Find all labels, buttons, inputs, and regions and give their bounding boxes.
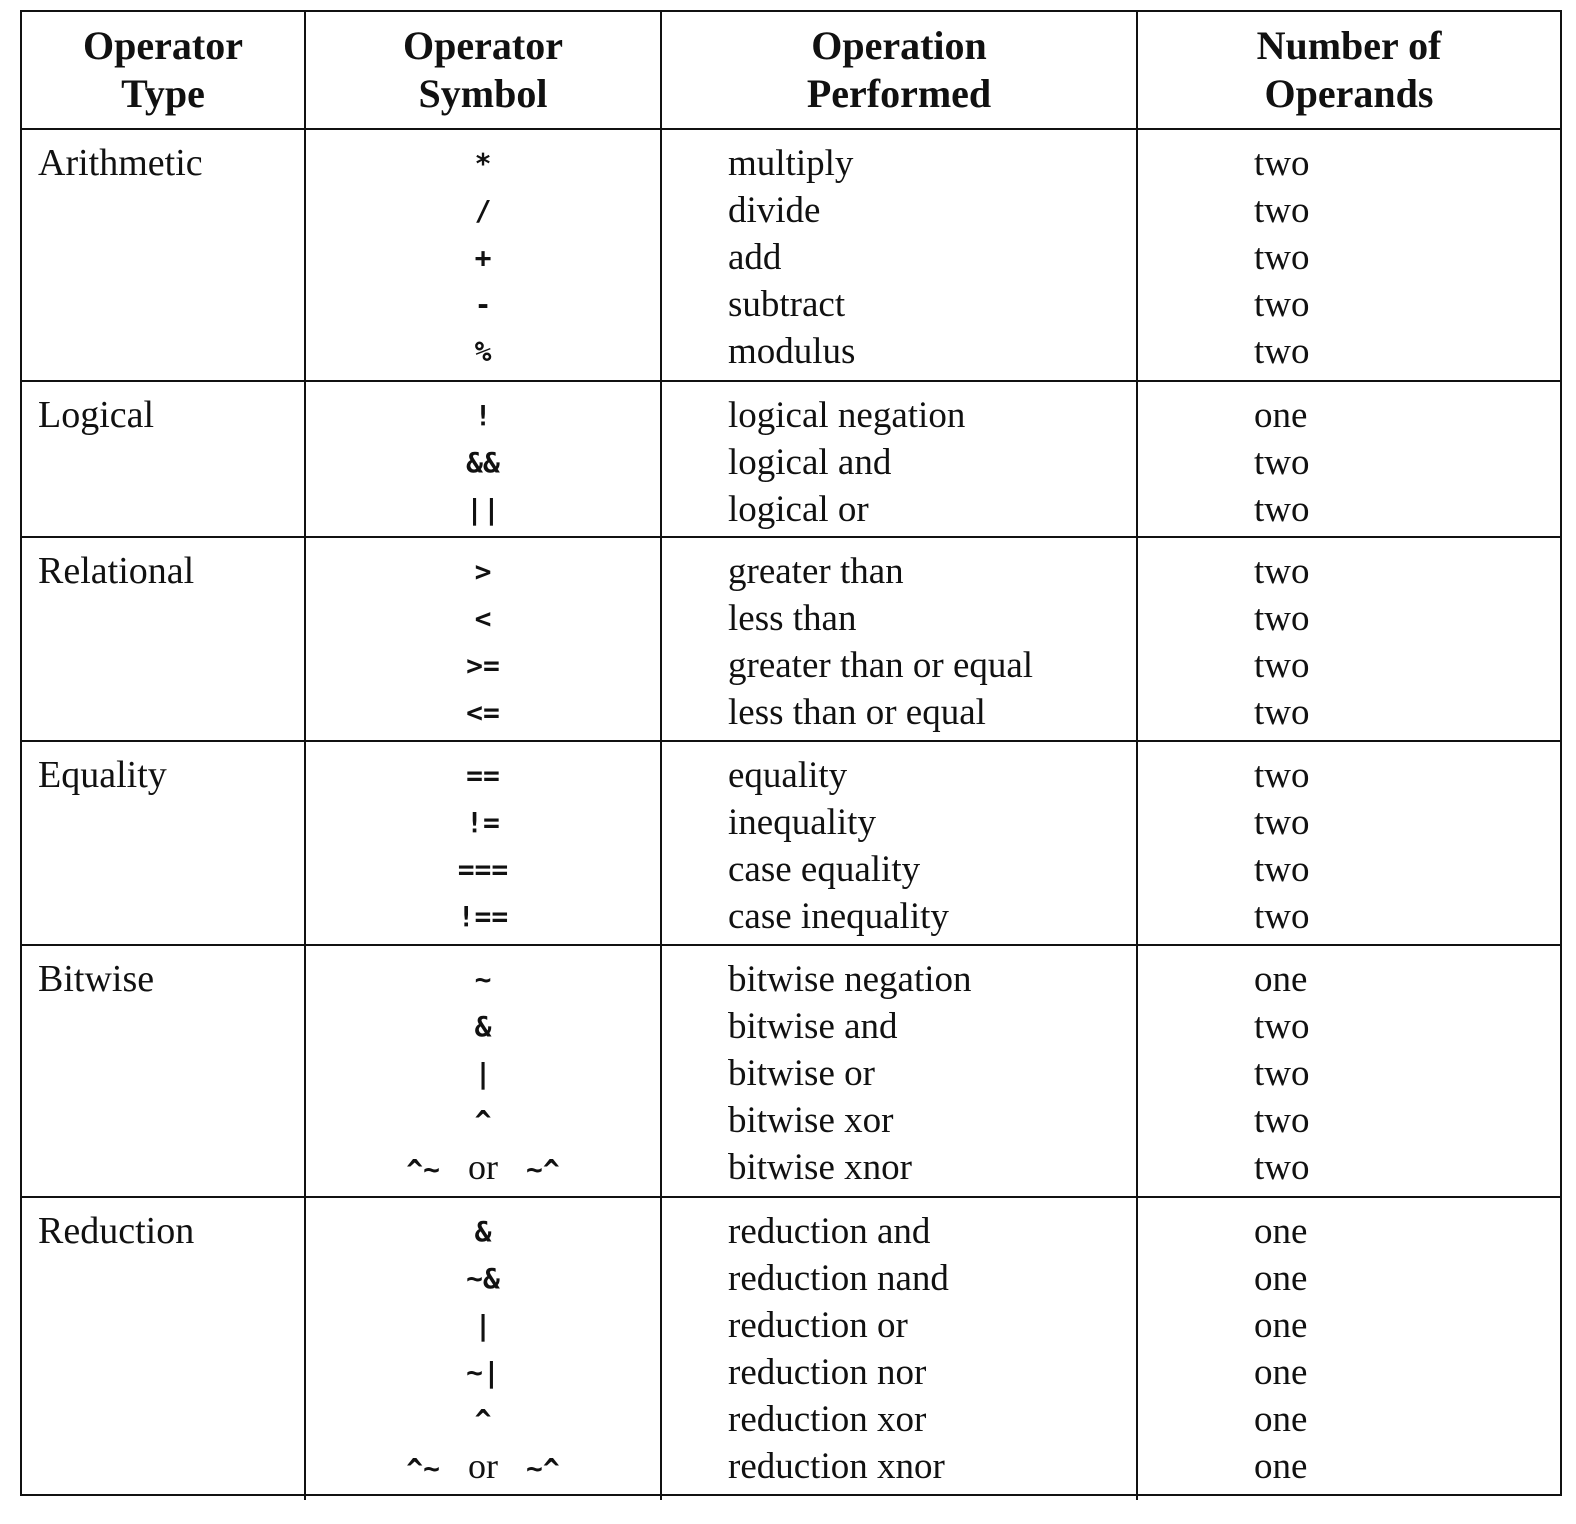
operation-performed: bitwise and xyxy=(728,1006,898,1047)
header-operation-line-1: Operation xyxy=(811,23,987,68)
operator-table xyxy=(20,10,1562,1496)
number-of-operands: one xyxy=(1254,1305,1308,1346)
operator-type-label: Arithmetic xyxy=(38,142,203,184)
operator-symbol-part: ~^ xyxy=(526,1452,560,1485)
symbol-cell xyxy=(306,130,662,380)
operation-performed: modulus xyxy=(728,331,856,372)
symbol-cell xyxy=(306,382,662,536)
header-operands-line-1: Number of xyxy=(1256,23,1442,68)
operator-type-label: Equality xyxy=(38,754,167,796)
operator-group-bitwise xyxy=(22,946,1560,1198)
operator-symbol: || xyxy=(466,493,500,526)
number-of-operands: two xyxy=(1254,1147,1310,1188)
operator-symbol-or: or xyxy=(468,1446,498,1486)
operator-symbol: ~& xyxy=(466,1262,500,1295)
operation-cell xyxy=(662,1198,1138,1500)
number-of-operands: two xyxy=(1254,802,1310,843)
number-of-operands: two xyxy=(1254,1100,1310,1141)
operation-performed: case inequality xyxy=(728,896,949,937)
operation-cell xyxy=(662,946,1138,1196)
operator-symbol: | xyxy=(474,1309,492,1342)
operation-cell xyxy=(662,742,1138,944)
header-type-line-2: Type xyxy=(121,71,205,116)
number-of-operands: two xyxy=(1254,849,1310,890)
operator-type-label: Relational xyxy=(38,550,195,592)
operands-cell xyxy=(1138,130,1560,380)
operator-symbol: * xyxy=(474,147,492,180)
operator-symbol xyxy=(306,1144,660,1191)
operands-cell xyxy=(1138,946,1560,1196)
operation-performed: add xyxy=(728,237,782,278)
number-of-operands: two xyxy=(1254,551,1310,592)
operator-symbol: ~ xyxy=(474,963,492,996)
header-cell-operation xyxy=(662,12,1138,128)
header-type-line-1: Operator xyxy=(83,23,243,68)
operation-performed: reduction and xyxy=(728,1211,931,1252)
symbol-cell xyxy=(306,1198,662,1500)
operation-performed: subtract xyxy=(728,284,846,325)
operation-performed: logical or xyxy=(728,489,869,530)
type-cell xyxy=(22,382,306,536)
operator-symbol: % xyxy=(474,335,492,368)
operator-group-relational xyxy=(22,538,1560,742)
operator-group-arithmetic xyxy=(22,130,1560,382)
operator-symbol-part: ^~ xyxy=(406,1452,440,1485)
operation-performed: reduction or xyxy=(728,1305,908,1346)
type-cell xyxy=(22,742,306,944)
operation-performed: logical and xyxy=(728,442,892,483)
operation-performed: multiply xyxy=(728,143,854,184)
operation-performed: reduction xor xyxy=(728,1399,927,1440)
header-symbol-line-2: Symbol xyxy=(418,71,548,116)
operation-performed: greater than xyxy=(728,551,904,592)
operation-performed: inequality xyxy=(728,802,876,843)
operator-symbol: & xyxy=(474,1010,492,1043)
operator-group-equality xyxy=(22,742,1560,946)
operator-symbol: + xyxy=(474,241,492,274)
operation-cell xyxy=(662,538,1138,740)
operator-symbol: != xyxy=(466,806,500,839)
operator-symbol: >= xyxy=(466,649,500,682)
operands-cell xyxy=(1138,742,1560,944)
number-of-operands: one xyxy=(1254,1446,1308,1487)
number-of-operands: two xyxy=(1254,598,1310,639)
operands-cell xyxy=(1138,382,1560,536)
header-cell-type xyxy=(22,12,306,128)
operation-performed: reduction xnor xyxy=(728,1446,945,1487)
number-of-operands: two xyxy=(1254,896,1310,937)
type-cell xyxy=(22,538,306,740)
operation-performed: greater than or equal xyxy=(728,645,1034,686)
operation-performed: bitwise negation xyxy=(728,959,972,1000)
type-cell xyxy=(22,946,306,1196)
operator-type-label: Reduction xyxy=(38,1210,195,1252)
number-of-operands: one xyxy=(1254,959,1308,1000)
operator-symbol: ~| xyxy=(466,1356,500,1389)
operands-cell xyxy=(1138,1198,1560,1500)
operator-symbol: ^ xyxy=(474,1403,492,1436)
operator-group-logical xyxy=(22,382,1560,538)
table-header-row xyxy=(22,12,1560,130)
header-operation-line-2: Performed xyxy=(806,71,992,116)
header-cell-symbol xyxy=(306,12,662,128)
number-of-operands: two xyxy=(1254,284,1310,325)
operator-symbol-or: or xyxy=(468,1147,498,1187)
operator-symbol: && xyxy=(466,446,500,479)
operation-performed: equality xyxy=(728,755,848,796)
number-of-operands: two xyxy=(1254,489,1310,530)
operation-performed: logical negation xyxy=(728,395,966,436)
operator-symbol: / xyxy=(474,194,492,227)
number-of-operands: two xyxy=(1254,755,1310,796)
number-of-operands: two xyxy=(1254,1006,1310,1047)
operator-symbol: < xyxy=(474,602,492,635)
operation-performed: less than or equal xyxy=(728,692,986,733)
type-cell xyxy=(22,1198,306,1500)
operation-performed: reduction nor xyxy=(728,1352,927,1393)
header-symbol-line-1: Operator xyxy=(403,23,563,68)
operation-performed: less than xyxy=(728,598,857,639)
number-of-operands: two xyxy=(1254,331,1310,372)
symbol-cell xyxy=(306,538,662,740)
operator-group-reduction xyxy=(22,1198,1560,1500)
type-cell xyxy=(22,130,306,380)
operands-cell xyxy=(1138,538,1560,740)
operator-type-label: Bitwise xyxy=(38,958,155,1000)
number-of-operands: one xyxy=(1254,395,1308,436)
operation-cell xyxy=(662,382,1138,536)
operator-symbol: ! xyxy=(474,399,492,432)
operator-symbol: | xyxy=(474,1057,492,1090)
symbol-cell xyxy=(306,742,662,944)
operator-symbol: ^ xyxy=(474,1104,492,1137)
operator-symbol: & xyxy=(474,1215,492,1248)
number-of-operands: one xyxy=(1254,1352,1308,1393)
number-of-operands: one xyxy=(1254,1211,1308,1252)
operator-type-label: Logical xyxy=(38,394,155,436)
number-of-operands: two xyxy=(1254,143,1310,184)
operator-symbol xyxy=(306,1443,660,1490)
operator-symbol-part: ^~ xyxy=(406,1153,440,1186)
operation-performed: bitwise or xyxy=(728,1053,875,1094)
operator-symbol: <= xyxy=(466,696,500,729)
symbol-cell xyxy=(306,946,662,1196)
operator-symbol: - xyxy=(474,288,492,321)
number-of-operands: two xyxy=(1254,645,1310,686)
operation-performed: case equality xyxy=(728,849,921,890)
header-operands-line-2: Operands xyxy=(1264,71,1434,116)
operation-performed: reduction nand xyxy=(728,1258,949,1299)
number-of-operands: two xyxy=(1254,692,1310,733)
operation-performed: bitwise xor xyxy=(728,1100,894,1141)
operation-cell xyxy=(662,130,1138,380)
number-of-operands: two xyxy=(1254,1053,1310,1094)
number-of-operands: two xyxy=(1254,237,1310,278)
operator-symbol: !== xyxy=(457,900,509,933)
operation-performed: bitwise xnor xyxy=(728,1147,912,1188)
operator-symbol: > xyxy=(474,555,492,588)
operation-performed: divide xyxy=(728,190,821,231)
operator-symbol: === xyxy=(457,853,509,886)
number-of-operands: two xyxy=(1254,442,1310,483)
number-of-operands: one xyxy=(1254,1399,1308,1440)
operator-symbol: == xyxy=(466,759,500,792)
number-of-operands: two xyxy=(1254,190,1310,231)
number-of-operands: one xyxy=(1254,1258,1308,1299)
operator-symbol-part: ~^ xyxy=(526,1153,560,1186)
header-cell-operands xyxy=(1138,12,1560,128)
